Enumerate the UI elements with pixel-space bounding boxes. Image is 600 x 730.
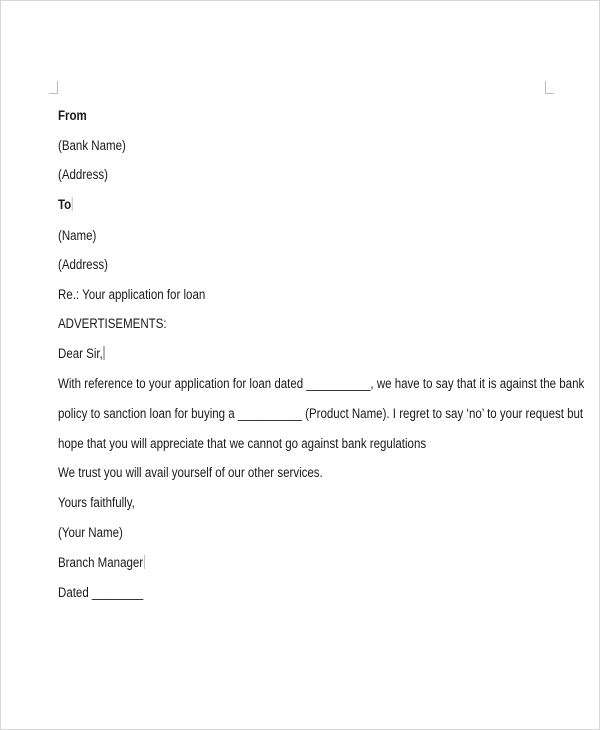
- margin-corner-mark-right: [545, 81, 554, 94]
- body-line-2: policy to sanction loan for buying a __________ (Product Name). I regret to say ‘no’ to your request but: [58, 406, 584, 421]
- body-line-4: We trust you will avail yourself of our other services.: [58, 465, 323, 480]
- text-cursor: [104, 346, 105, 360]
- advertisements-label: ADVERTISEMENTS:: [58, 316, 167, 331]
- bank-address-line: (Address): [58, 167, 108, 182]
- recipient-name-line: (Name): [58, 228, 97, 243]
- body-line-3: hope that you will appreciate that we cannot go against bank regulations: [58, 436, 427, 451]
- salutation-line: Dear Sir,: [58, 346, 103, 361]
- from-label: From: [58, 108, 87, 123]
- closing-line: Yours faithfully,: [58, 495, 135, 510]
- text-cursor: [72, 197, 73, 211]
- signer-name-line: (Your Name): [58, 525, 123, 540]
- to-label: To: [58, 197, 72, 212]
- dated-line: Dated ________: [58, 585, 144, 600]
- signer-title-line: Branch Manager: [58, 555, 144, 570]
- text-cursor: [144, 555, 145, 569]
- subject-line: Re.: Your application for loan: [58, 287, 206, 302]
- margin-corner-mark-left: [49, 81, 58, 94]
- bank-name-line: (Bank Name): [58, 138, 126, 153]
- recipient-address-line: (Address): [58, 257, 108, 272]
- body-line-1: With reference to your application for loan dated __________, we have to say that it is against the bank: [58, 376, 585, 391]
